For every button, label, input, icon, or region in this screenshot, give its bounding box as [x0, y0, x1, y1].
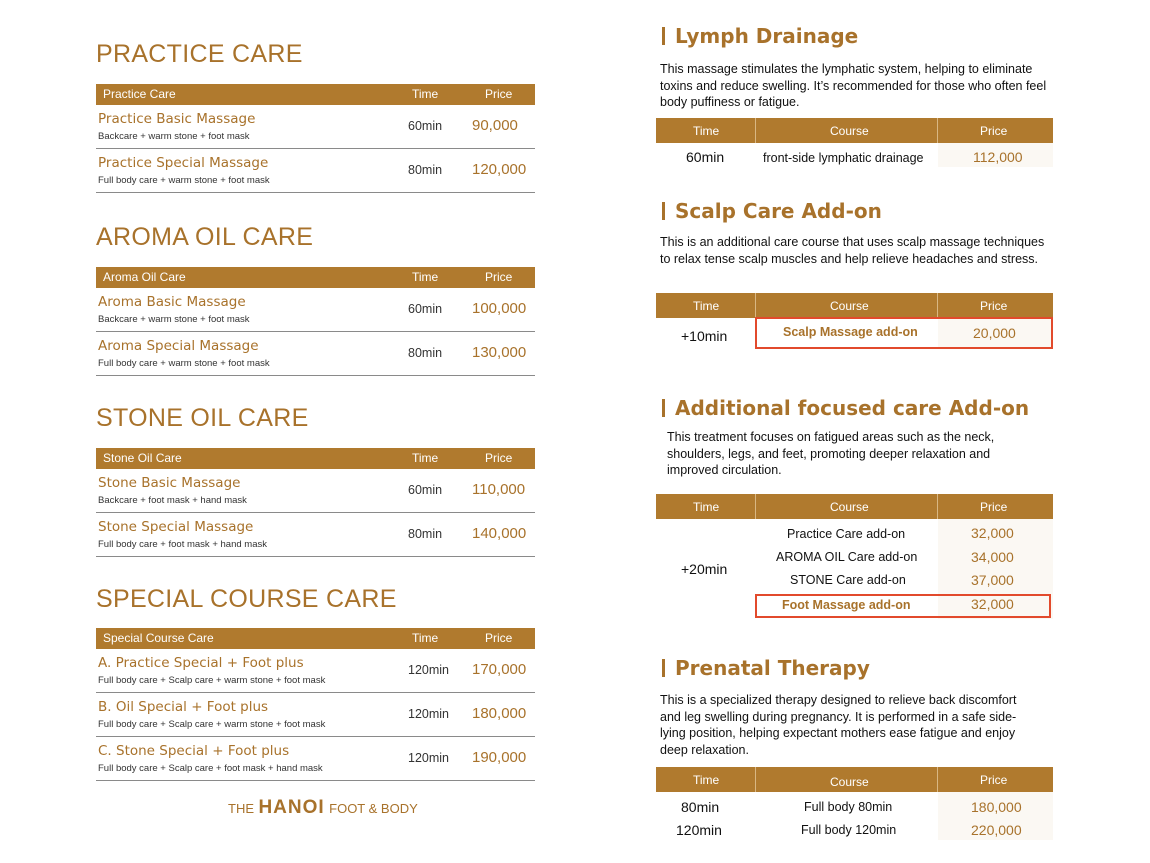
table-header: Time Course Price: [656, 494, 1053, 519]
table-header: Special Course Care Time Price: [96, 628, 535, 649]
table-row: C. Stone Special + Foot plus Full body care + Scalp care + foot mask + hand mask 120min 190,000: [96, 737, 535, 781]
table-row: Aroma Basic Massage Backcare + warm stone + foot mask 60min 100,000: [96, 288, 535, 332]
price-cell: 34,000: [971, 549, 1014, 565]
prenatal-therapy-table: [656, 767, 1053, 841]
price-cell: 32,000: [971, 525, 1014, 541]
time-cell: +20min: [681, 561, 728, 577]
price-cell: 180,000: [971, 799, 1022, 815]
section-title: AROMA OIL CARE: [96, 223, 314, 251]
time-cell: 120min: [676, 822, 722, 838]
prenatal-therapy-description: This is a specialized therapy designed to relieve back discomfort and leg swelling during pregnancy. It is performed in a safe side-lying position, helping expectant mothers ease fatigue and enjoy deep relaxation.: [660, 693, 1017, 757]
scalp-care-description: This is an additional care course that uses scalp massage techniques to relax tense scalp muscles and help relieve headaches and stress.: [660, 235, 1045, 266]
time-cell: 80min: [681, 799, 720, 815]
course-cell: Full body 120min: [801, 823, 897, 837]
scalp-care-table: [656, 293, 1053, 351]
table-row: A. Practice Special + Foot plus Full body care + Scalp care + warm stone + foot mask 120min 170,000: [96, 649, 535, 693]
course-cell: AROMA OIL Care add-on: [776, 550, 918, 564]
scalp-care-heading: Scalp Care Add-on: [662, 199, 882, 223]
lymph-drainage-table: [656, 118, 1053, 168]
price-cell: 32,000: [971, 596, 1014, 612]
heading-bar: [662, 399, 665, 417]
focused-care-table: [656, 494, 1053, 620]
time-cell: +10min: [681, 328, 728, 344]
table-row: Aroma Special Massage Full body care + warm stone + foot mask 80min 130,000: [96, 332, 535, 376]
section-title: SPECIAL COURSE CARE: [96, 585, 397, 613]
hanoi-foot-body-logo: THE HANOI FOOT & BODY: [228, 797, 418, 818]
table-row: Practice Basic Massage Backcare + warm stone + foot mask 60min 90,000: [96, 105, 535, 149]
price-cell: 112,000: [973, 149, 1023, 165]
table-header: Stone Oil Care Time Price: [96, 448, 535, 469]
table-header: Time Course Price: [656, 118, 1053, 143]
course-cell: Practice Care add-on: [787, 527, 906, 541]
prenatal-therapy-heading: Prenatal Therapy: [662, 656, 870, 680]
table-header: Aroma Oil Care Time Price: [96, 267, 535, 288]
price-cell: 220,000: [971, 822, 1022, 838]
lymph-drainage-description: This massage stimulates the lymphatic system, helping to eliminate toxins and reduce swelling. It’s recommended for those who often feel body puffiness or fatigue.: [660, 62, 1047, 109]
heading-bar: [662, 659, 665, 677]
price-cell: 20,000: [973, 325, 1016, 341]
heading-bar: [662, 202, 665, 220]
table-header: Practice Care Time Price: [96, 84, 535, 105]
course-cell: Foot Massage add-on: [782, 598, 911, 612]
course-cell: Full body 80min: [804, 800, 893, 814]
section-title: PRACTICE CARE: [96, 40, 303, 68]
table-row: Stone Special Massage Full body care + foot mask + hand mask 80min 140,000: [96, 513, 535, 557]
price-cell: 37,000: [971, 572, 1014, 588]
table-header: Time Course Price: [656, 293, 1053, 318]
course-cell: front-side lymphatic drainage: [763, 151, 924, 165]
table-row: Stone Basic Massage Backcare + foot mask + hand mask 60min 110,000: [96, 469, 535, 513]
table-header: Time Course Price: [656, 767, 1053, 792]
focused-care-heading: Additional focused care Add-on: [662, 396, 1029, 420]
lymph-drainage-heading: Lymph Drainage: [662, 24, 858, 48]
table-row: B. Oil Special + Foot plus Full body care + Scalp care + warm stone + foot mask 120min 180,000: [96, 693, 535, 737]
focused-care-description: This treatment focuses on fatigued areas such as the neck, shoulders, legs, and feet, promoting deeper relaxation and improved circulation.: [667, 430, 995, 477]
course-cell: STONE Care add-on: [790, 573, 906, 587]
section-title: STONE OIL CARE: [96, 404, 309, 432]
course-cell: Scalp Massage add-on: [783, 325, 918, 339]
table-row: Practice Special Massage Full body care + warm stone + foot mask 80min 120,000: [96, 149, 535, 193]
time-cell: 60min: [686, 149, 725, 165]
heading-bar: [662, 27, 665, 45]
